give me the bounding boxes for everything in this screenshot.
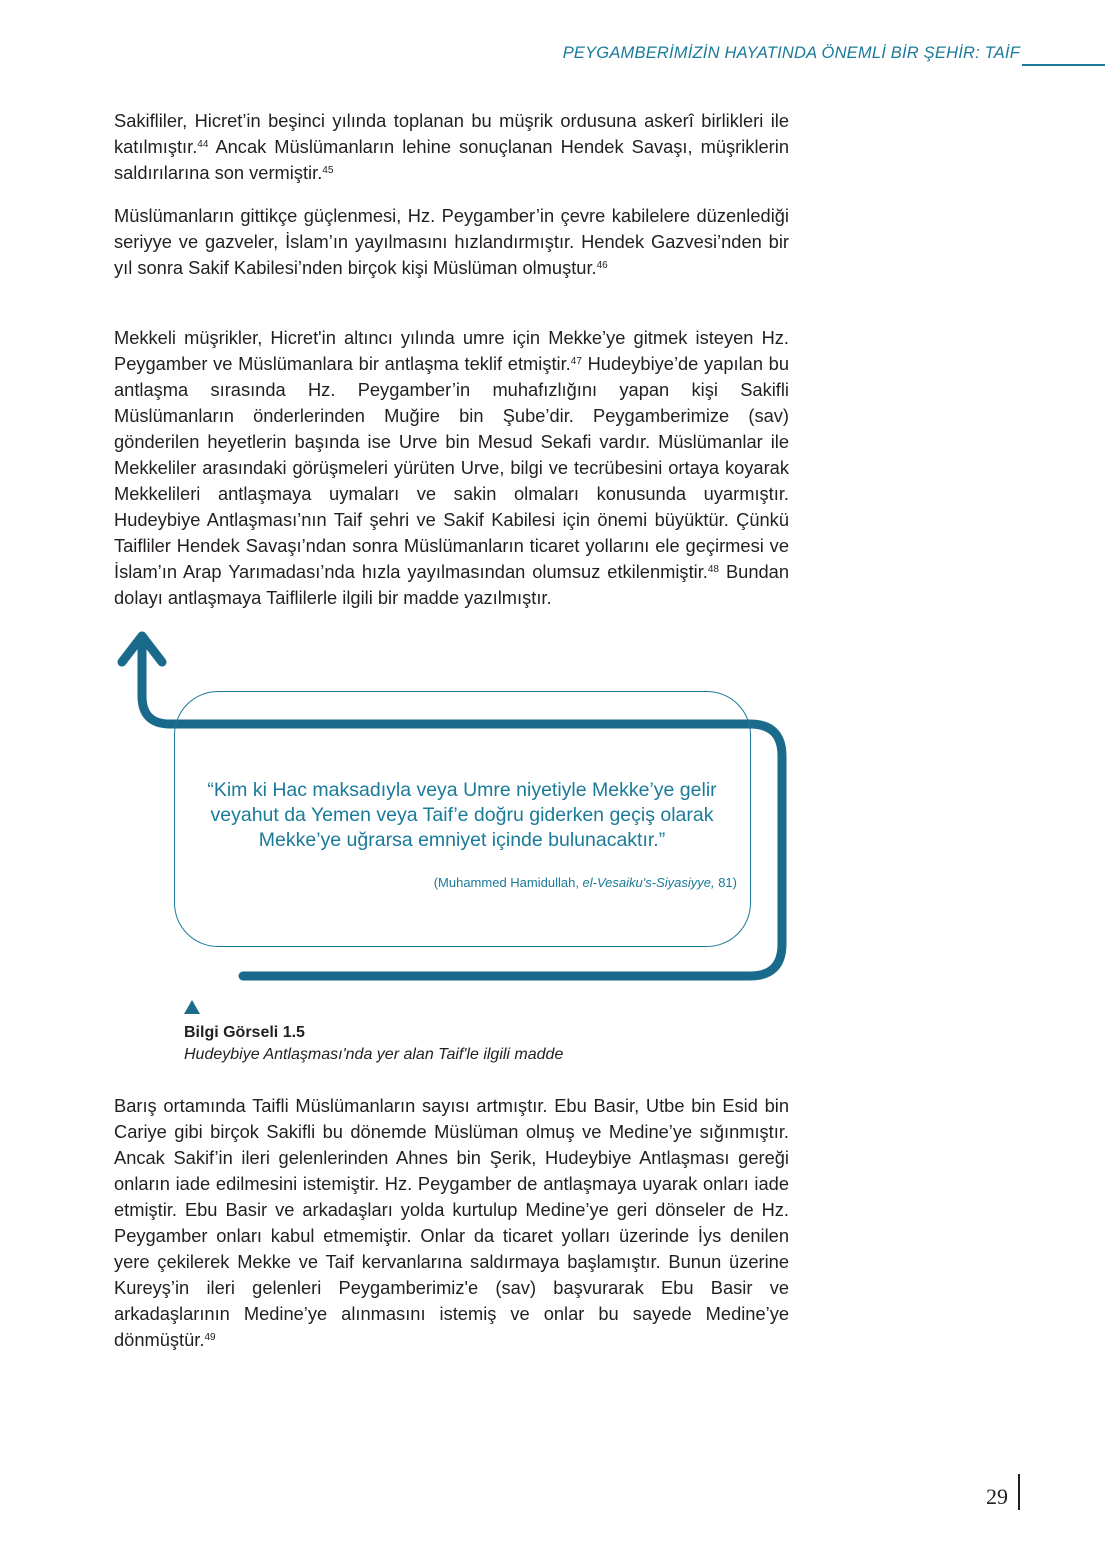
paragraph-text: Müslümanların gittikçe güçlenmesi, Hz. Peygamber’in çevre kabilelere düzenlediği seriyye ve gazveler, İslam’ın yayılmasını hızlandırmıştır. Hendek Gazvesi’nden bir yıl sonra Sakif Kabilesi’nden birçok kişi Müslüman olmuştur. [114, 205, 789, 278]
quote-source [300, 875, 737, 890]
page-number-rule [1018, 1474, 1020, 1510]
quote-text: “Kim ki Hac maksadıyla veya Umre niyetiyle Mekke’ye gelir veyahut da Yemen veya Taif’e doğru giderken geçiş olarak Mekke’ye uğrarsa emniyet içinde bulunacaktır.” [207, 779, 717, 851]
footnote-ref: 49 [204, 1332, 216, 1343]
footnote-ref: 48 [707, 564, 719, 575]
paragraph-text: Barış ortamında Taifli Müslümanların sayısı artmıştır. Ebu Basir, Utbe bin Esid bin Cariye gibi birçok Sakifli bu dönemde Müslüman olmuş ve Medine’ye sığınmıştır. Ancak Sakif’in ileri gelenlerinden Ahnes bin Şerik, Hudeybiye Antlaşması gereği onların iade edilmesini istemiştir. Hz. Peygamber de antlaşmaya uyarak onları iade etmiştir. Ebu Basir ve arkadaşları yolda kurtulup Medine’ye geri dönseler de Hz. Peygamber onları kabul etmemiştir. Onlar da ticaret yolları üzerinde İys denilen yere çekilerek Mekke ve Taif kervanlarına saldırmaya başlamıştır. Bunun üzerine Kureyş’in ileri gelenleri Peygamberimiz'e (sav) başvurarak Ebu Basir ve arkadaşlarının Medine’ye alınmasını istemiş ve onlar bu sayede Medine’ye dönmüştür. [114, 1095, 789, 1350]
paragraph-text: Ancak Müslümanların lehine sonuçlanan Hendek Savaşı, müşriklerin saldırılarına son vermiştir. [114, 136, 789, 183]
caption-subtitle: Hudeybiye Antlaşması'nda yer alan Taif'le ilgili madde [184, 1046, 564, 1063]
footnote-ref: 45 [322, 165, 334, 176]
footnote-ref: 44 [197, 139, 209, 150]
running-header: PEYGAMBERİMİZİN HAYATINDA ÖNEMLİ BİR ŞEHİR: TAİF [562, 44, 1020, 62]
caption-triangle-icon [184, 1000, 200, 1014]
page-number: 29 [986, 1484, 1008, 1509]
paragraph-text: Sakifliler, Hicret’in beşinci yılında toplanan bu müşrik ordusuna askerî birlikleri ile katılmıştır. [114, 110, 789, 157]
quote-source-title: el-Vesaiku's-Siyasiyye, [582, 875, 715, 890]
paragraph-text: Mekkeli müşrikler, Hicret'in altıncı yılında umre için Mekke’ye gitmek isteyen Hz. Peygamber ve Müslümanlara bir antlaşma teklif etmiştir. [114, 327, 789, 374]
paragraph-text: Hudeybiye’de yapılan bu antlaşma sırasında Hz. Peygamber’in muhafızlığını yapan kişi Sakifli Müslümanların önderlerinden Muğire bin Şube’dir. Peygamberimize (sav) gönderilen heyetlerin başında ise Urve bin Mesud Sekafi vardır. Müslümanlar ile Mekkeliler arasındaki görüşmeleri yürüten Urve, bilgi ve tecrübesini ortaya koyarak Mekkelileri antlaşmaya uymaları ve sakin olmaları konusunda uyarmıştır. Hudeybiye Antlaşması’nın Taif şehri ve Sakif Kabilesi için önemi büyüktür. Çünkü Taifliler Hendek Savaşı’ndan sonra Müslümanların ticaret yollarını ele geçirmesi ve İslam’ın Arap Yarımadası’nda hızla yayılmasından olumsuz etkilenmiştir. [114, 353, 789, 582]
footnote-ref: 47 [570, 356, 582, 367]
quote-source-suffix: 81) [714, 875, 737, 890]
footnote-ref: 46 [596, 260, 608, 271]
paragraph-4 [114, 1093, 789, 1353]
quote-source-prefix: (Muhammed Hamidullah, [433, 875, 583, 890]
caption-title: Bilgi Görseli 1.5 [184, 1024, 305, 1041]
paragraph-text: Bundan dolayı antlaşmaya Taiflilerle ilgili bir madde yazılmıştır. [114, 561, 789, 608]
